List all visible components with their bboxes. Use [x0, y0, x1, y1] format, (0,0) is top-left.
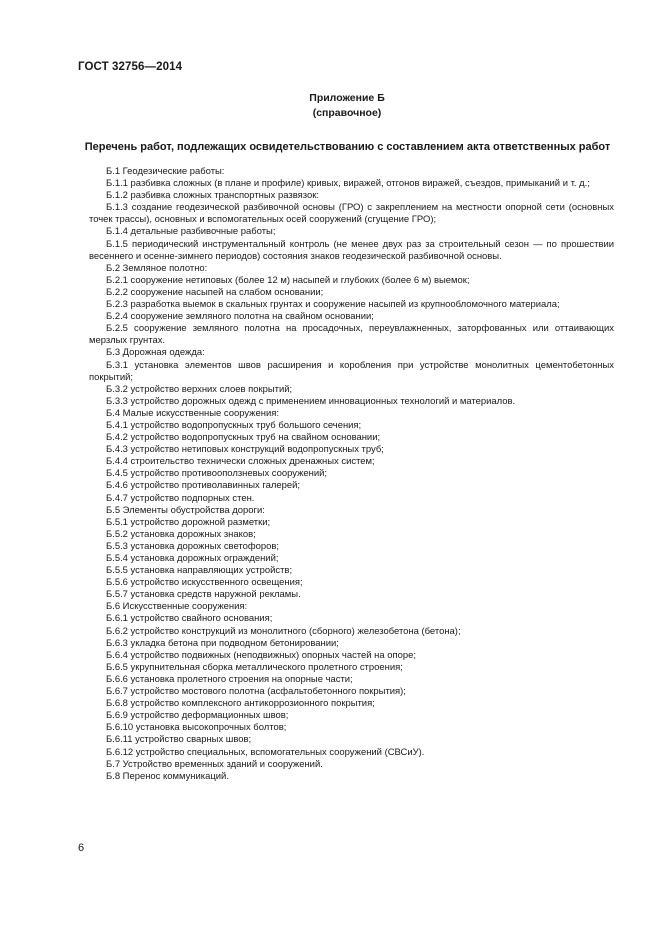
list-item: Б.6.8 устройство комплексного антикоррозионного покрытия; — [106, 698, 375, 710]
list-item: Б.2.2 сооружение насыпей на слабом основании; — [106, 286, 324, 298]
list-item: Б.5.4 установка дорожных ограждений; — [106, 553, 279, 564]
list-item: Б.6.12 устройство специальных, вспомогательных сооружений (СВСиУ). — [106, 746, 425, 758]
works-list — [89, 166, 614, 783]
list-item: Б.4.7 устройство подпорных стен. — [106, 492, 255, 504]
list-item: Б.1 Геодезические работы: — [106, 166, 225, 177]
list-item: Б.3.1 установка элементов швов расширения и коробления при устройстве монолитных цементобетонных покрытий; — [89, 359, 614, 383]
list-item: Б.6.2 устройство конструкций из монолитного (сборного) железобетона (бетона); — [106, 625, 461, 637]
list-item: Б.5.6 устройство искусственного освещения; — [106, 577, 303, 589]
list-item: Б.5.3 установка дорожных светофоров; — [106, 540, 280, 552]
list-item: Б.6.4 устройство подвижных (неподвижных) опорных частей на опоре; — [106, 649, 416, 661]
list-item: Б.5.2 установка дорожных знаков; — [106, 528, 256, 540]
list-item: Б.6.11 устройство сварных швов; — [106, 734, 252, 746]
list-item: Б.6.1 устройство свайного основания; — [106, 613, 273, 625]
list-item: Б.4 Малые искусственные сооружения: — [106, 407, 279, 419]
list-item: Б.4.3 устройство нетиповых конструкций водопропускных труб; — [106, 444, 384, 456]
annex-subtitle: (справочное) — [312, 107, 382, 119]
list-item: Б.2.4 сооружение земляного полотна на свайном основании; — [106, 311, 374, 323]
page-number: 6 — [78, 842, 85, 854]
annex-title: Приложение Б — [309, 92, 385, 104]
list-item: Б.2.5 сооружение земляного полотна на просадочных, переувлажненных, заторфованных или оттаивающих мерзлых грунтах. — [89, 323, 614, 347]
document-id-header: ГОСТ 32756—2014 — [78, 61, 183, 73]
list-item: Б.5.5 установка направляющих устройств; — [106, 565, 293, 577]
list-item: Б.1.2 разбивка сложных транспортных развязок: — [106, 190, 319, 202]
list-item: Б.6 Искусственные сооружения: — [106, 601, 248, 613]
list-item: Б.3.2 устройство верхних слоев покрытий; — [106, 383, 293, 395]
list-item: Б.2.1 сооружение нетиповых (более 12 м) насыпей и глубоких (более 6 м) выемок; — [106, 274, 470, 286]
list-item: Б.3.3 устройство дорожных одежд с применением инновационных технологий и материалов. — [106, 395, 516, 407]
list-item: Б.6.7 устройство мостового полотна (асфальтобетонного покрытия); — [106, 686, 406, 698]
list-item: Б.5.1 устройство дорожной разметки; — [106, 516, 271, 528]
list-item: Б.4.2 устройство водопропускных труб на свайном основании; — [106, 432, 381, 444]
list-item: Б.1.4 детальные разбивочные работы; — [106, 226, 276, 238]
list-item: Б.6.5 укрупнительная сборка металлического пролетного строения; — [106, 661, 403, 673]
list-item: Б.6.9 устройство деформационных швов; — [106, 710, 289, 722]
list-item: Б.5.7 установка средств наружной рекламы. — [106, 589, 301, 601]
list-item: Б.4.5 устройство противооползневых сооружений; — [106, 468, 328, 480]
page-title: Перечень работ, подлежащих освидетельствованию с составлением акта ответственных работ — [84, 141, 611, 153]
annex-heading — [300, 91, 394, 121]
list-item: Б.4.1 устройство водопропускных труб большого сечения; — [106, 419, 362, 431]
list-item: Б.2 Земляное полотно: — [106, 262, 208, 274]
list-item: Б.6.3 укладка бетона при подводном бетонировании; — [106, 637, 339, 649]
list-item: Б.2.3 разработка выемок в скальных грунтах и сооружение насыпей из крупнообломочного материала; — [106, 299, 560, 311]
list-item: Б.4.6 устройство противолавинных галерей; — [106, 480, 300, 492]
list-item: Б.6.10 установка высокопрочных болтов; — [106, 722, 287, 734]
list-item: Б.1.5 периодический инструментальный контроль (не менее двух раз за строительный сезон — по прошествии весеннего и осенне-зимнего периодов) состояния знаков геодезической разбивочной основы. — [89, 238, 614, 262]
list-item: Б.7 Устройство временных зданий и сооружений. — [106, 758, 323, 770]
list-item: Б.1.1 разбивка сложных (в плане и профиле) кривых, виражей, отгонов виражей, съездов, примыканий и т. д.; — [106, 178, 590, 190]
list-item: Б.5 Элементы обустройства дороги: — [106, 504, 265, 516]
list-item: Б.3 Дорожная одежда: — [106, 347, 205, 359]
list-item: Б.1.3 создание геодезической разбивочной основы (ГРО) с закреплением на местности опорной сети (основных точек трассы), основных и вспомогательных осей сооружений (сгущение ГРО); — [89, 202, 614, 226]
list-item: Б.6.6 установка пролетного строения на опорные части; — [106, 673, 353, 685]
list-item: Б.8 Перенос коммуникаций. — [106, 770, 229, 782]
list-item: Б.4.4 строительство технически сложных дренажных систем; — [106, 456, 375, 468]
